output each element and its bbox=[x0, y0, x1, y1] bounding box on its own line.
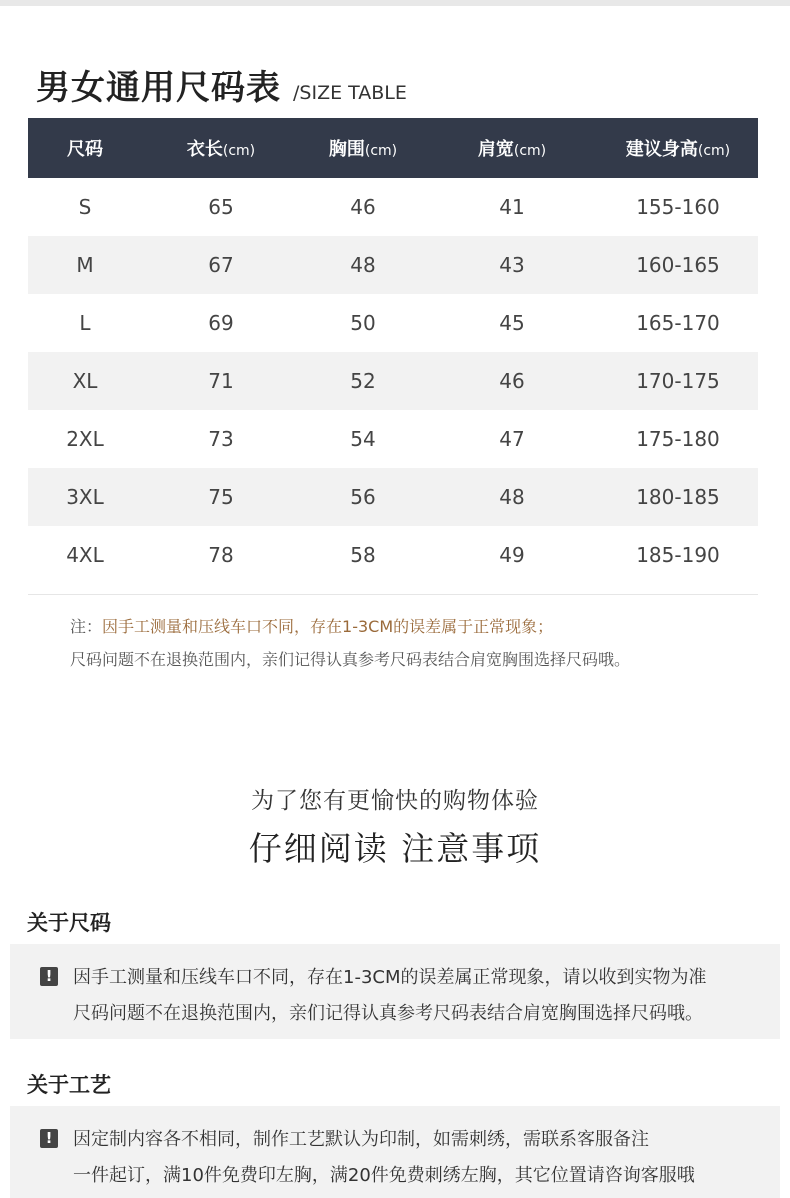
table-row bbox=[28, 294, 758, 352]
notice-title: 仔细阅读 注意事项 bbox=[248, 829, 542, 868]
cell-size: L bbox=[79, 311, 91, 335]
header-size: 尺码 bbox=[67, 139, 103, 160]
cell-size: XL bbox=[72, 369, 98, 393]
cell-length: 69 bbox=[208, 311, 234, 335]
cell-height: 155-160 bbox=[636, 195, 720, 219]
cell-chest: 48 bbox=[350, 253, 376, 277]
header-chest: 胸围(cm) bbox=[328, 139, 398, 160]
note-line-2: 尺码问题不在退换范围内，亲们记得认真参考尺码表结合肩宽胸围选择尺码哦。 bbox=[70, 650, 631, 669]
cell-height: 180-185 bbox=[636, 485, 720, 509]
warning-icon: ! bbox=[40, 967, 58, 986]
cell-size: 3XL bbox=[66, 485, 104, 509]
cell-size: M bbox=[76, 253, 94, 277]
table-row bbox=[28, 352, 758, 410]
cell-length: 67 bbox=[208, 253, 234, 277]
cell-height: 175-180 bbox=[636, 427, 720, 451]
cell-length: 71 bbox=[208, 369, 234, 393]
size-table bbox=[28, 118, 758, 595]
section-text: 一件起订，满10件免费印左胸，满20件免费刺绣左胸，其它位置请咨询客服哦 bbox=[73, 1165, 695, 1186]
header-height: 建议身高(cm) bbox=[625, 139, 731, 160]
table-bottom-divider bbox=[28, 594, 758, 595]
note-lead: 注： bbox=[70, 617, 103, 636]
cell-size: 4XL bbox=[66, 543, 104, 567]
section-line bbox=[40, 1120, 780, 1156]
cell-length: 78 bbox=[208, 543, 234, 567]
size-table-header bbox=[28, 118, 758, 178]
cell-size: S bbox=[78, 195, 92, 219]
section-title-size: 关于尺码 bbox=[27, 911, 111, 935]
size-note bbox=[70, 610, 630, 676]
table-row bbox=[28, 526, 758, 584]
cell-shoulder: 45 bbox=[499, 311, 525, 335]
section-line bbox=[40, 958, 780, 994]
header-shoulder: 肩宽(cm) bbox=[477, 139, 547, 160]
notice-subtitle: 为了您有更愉快的购物体验 bbox=[251, 788, 539, 814]
section-title-craft: 关于工艺 bbox=[27, 1073, 111, 1097]
section-text: 尺码问题不在退换范围内，亲们记得认真参考尺码表结合肩宽胸围选择尺码哦。 bbox=[73, 1003, 703, 1024]
cell-shoulder: 43 bbox=[499, 253, 525, 277]
cell-length: 75 bbox=[208, 485, 234, 509]
cell-chest: 58 bbox=[350, 543, 376, 567]
cell-chest: 54 bbox=[350, 427, 376, 451]
cell-size: 2XL bbox=[66, 427, 104, 451]
cell-chest: 46 bbox=[350, 195, 376, 219]
cell-length: 73 bbox=[208, 427, 234, 451]
cell-height: 185-190 bbox=[636, 543, 720, 567]
cell-shoulder: 48 bbox=[499, 485, 525, 509]
size-table-subtitle: /SIZE TABLE bbox=[293, 82, 407, 104]
warning-icon: ! bbox=[40, 1129, 58, 1148]
notice-intro bbox=[0, 782, 790, 870]
header-length: 衣长(cm) bbox=[186, 139, 256, 160]
section-line bbox=[40, 994, 780, 1030]
cell-height: 170-175 bbox=[636, 369, 720, 393]
section-line bbox=[40, 1156, 780, 1192]
size-table-title: 男女通用尺码表 bbox=[36, 68, 281, 108]
cell-shoulder: 47 bbox=[499, 427, 525, 451]
cell-chest: 56 bbox=[350, 485, 376, 509]
section-text: 因手工测量和压线车口不同，存在1-3CM的误差属正常现象，请以收到实物为准 bbox=[73, 967, 707, 988]
section-text: 因定制内容各不相同，制作工艺默认为印制，如需刺绣，需联系客服备注 bbox=[73, 1129, 649, 1150]
table-row bbox=[28, 236, 758, 294]
top-divider bbox=[0, 0, 790, 6]
cell-chest: 52 bbox=[350, 369, 376, 393]
table-row bbox=[28, 178, 758, 236]
table-row bbox=[28, 410, 758, 468]
note-highlight: 因手工测量和压线车口不同，存在1-3CM的误差属于正常现象； bbox=[102, 617, 554, 636]
section-box-craft bbox=[10, 1106, 780, 1198]
cell-shoulder: 46 bbox=[499, 369, 525, 393]
cell-height: 160-165 bbox=[636, 253, 720, 277]
cell-length: 65 bbox=[208, 195, 234, 219]
cell-chest: 50 bbox=[350, 311, 376, 335]
cell-shoulder: 49 bbox=[499, 543, 525, 567]
cell-height: 165-170 bbox=[636, 311, 720, 335]
section-box-size bbox=[10, 944, 780, 1039]
size-table-heading bbox=[36, 60, 407, 109]
cell-shoulder: 41 bbox=[499, 195, 525, 219]
table-row bbox=[28, 468, 758, 526]
